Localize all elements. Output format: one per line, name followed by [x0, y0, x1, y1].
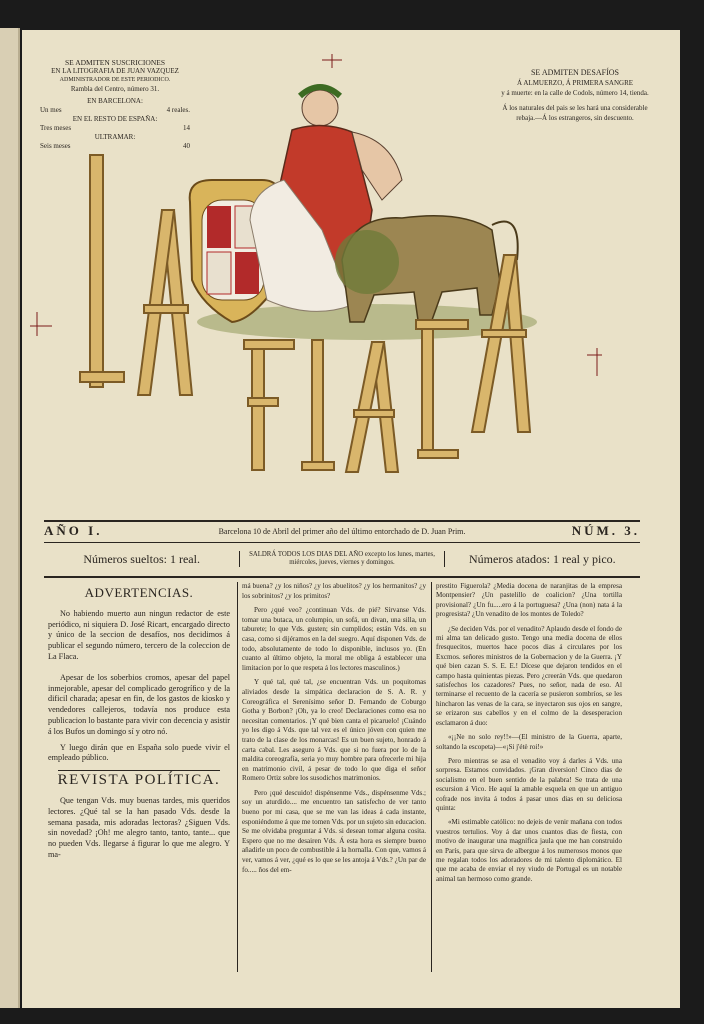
- single-price: Números sueltos: 1 real.: [83, 551, 200, 566]
- column-1: [48, 585, 230, 866]
- column-3: [436, 582, 622, 889]
- issue-number: NÚM. 3.: [571, 523, 640, 538]
- price-overseas-label: ULTRAMAR:: [94, 133, 136, 141]
- subscription-line2: EN LA LITOGRAFIA DE JUAN VAZQUEZ: [51, 67, 179, 75]
- col2-p3: Y qué tal, qué tal, ¿se encuentran Vds. un poquitomas aliviados desde la simpática declaracion de S. A. R. y Coreográfica el Serenísimo señor D. Fernando de Coburgo Gotha y Borbon? ¡Oh, ya lo creo! Declaraciones como esa no necesitan comentarios. ¡Y qué bien canta el picaruelo! ¡Cuándo yo les digo á Vds. que tal vez es el único jóven con quien me trato de la clase de los monarcas! Es un buen sujeto, honrado á carta cabal. Les aseguro á Vds. que si no fuera por lo de la maldita coreografía, seria yo muy hombre para ofrecerle mi hija en matrimonio civil, á pesar de todo lo que diga el señor Romero Ortiz sobre los susodichos matrimonios.: [242, 678, 426, 783]
- challenges-title: SE ADMITEN DESAFÍOS: [530, 68, 619, 77]
- price-three-value: 14: [183, 124, 190, 132]
- subscription-title: SE ADMITEN SUSCRICIONES: [64, 58, 165, 67]
- facing-page-edge: [0, 28, 20, 1008]
- col2-p2: Pero ¿qué veo? ¿continuan Vds. de pié? Sírvanse Vds. tomar una butaca, un columpio, un sofá, un divan, una silla, un taburete; lo que Vds. gusten; sin cumplidos; están Vds. en su casa, como si dijéramos en la del suegro. Aquí disponen Vds. de todo, absolutamente de todo lo disponible, inclusos yo. (En cuanto al último objeto, la moral me obliga á establecer una limitacion por lo que respeta á los lectores masculinos.): [242, 606, 426, 672]
- schedule-note: SALDRÁ TODOS LOS DIAS DEL AÑO excepto los lunes, martes, miércoles, jueves, viernes y domingos.: [239, 551, 444, 567]
- newspaper-page: [22, 30, 680, 1008]
- price-barcelona-label: EN BARCELONA:: [87, 97, 143, 105]
- col2-p4: Pero ¡qué descuido! dispénsenme Vds., dispénsenme Vds.; soy un aturdido.... me encuentro tan satisfecho de ver tanto bueno por mi casa, que se me van las ideas á cada instante, esponiéndome á que me tomen Vds. por un sujeto sin educacion. Se me olvidaba preguntar á Vds. si desean tomar alguna cosita. Espero que no me desairen Vds. Á esta hora es siempre bueno añadirle un poco de combustible á la hornalla. Con que, vamos á ver, vamos á ver, ¿qué es lo que se les antoja á Vds.? ¿Un par de fo..... ños del em-: [242, 788, 426, 874]
- advertencias-heading: ADVERTENCIAS.: [84, 585, 194, 600]
- subscription-line3: ADMINISTRADOR DE ESTE PERIODICO.: [59, 77, 171, 83]
- challenges-line2: Á ALMUERZO, Á PRIMERA SANGRE: [516, 79, 634, 87]
- col3-p2: ¿Se deciden Vds. por el venadito? Aplaudo desde el fondo de mi alma tan delicado gusto. Tengo una media docena de ellos fresquecitos, muertos hace pocos dias á circulares por los Excmos. señores ministros de la Gobernacion y de la Guerra. ¡Y qué bien cazan S. S. E. E.! Dícese que dejaron tendidos en el campo hasta quinientas piezas. Pero ¿creerán Vds. que quedaron satisfechos los cazadores? Pues, no señor, nada de eso. Al terminarse el recuento de la cacería se pusieron sombríos, se les hincharon las venas de la cara, se inyectaron sus ojos en sangre, se erizaron sus cabellos y en el colmo de la desesperacion esclamaron á duo:: [436, 624, 622, 727]
- price-month-label: Un mes: [40, 106, 62, 114]
- masthead-letters: [22, 30, 680, 530]
- col1-p3: Y luego dirán que en España solo puede vivir el empleado público.: [48, 742, 230, 763]
- price-bar: [44, 544, 640, 574]
- issue-date: Barcelona 10 de Abril del primer año del último entorchado de D. Juan Prim.: [218, 526, 466, 536]
- issue-year: AÑO I.: [44, 523, 103, 538]
- price-month-value: 4 reales.: [166, 106, 190, 114]
- column-2: [242, 582, 426, 880]
- subscription-address: Rambla del Centro, número 31.: [70, 85, 160, 93]
- col2-p1: má buena? ¿y los niños? ¿y los abuelitos? ¿y los hermanitos? ¿y los sobrinitos? ¿y los primitos?: [242, 582, 426, 600]
- col3-p5: «Mi estimable católico: no dejeis de venir mañana con todos vuestros tertulios. Voy á dar unos cuantos dias de fiesta, con motivo de inaugurar una magnífica jaula que me han construido en París, para que sirva de albergue á los numerosos monos que me regalan todos los adoradores de mi talento diplomático. El que me acaba de enviar el rey viudo de Portugal es un notable animal tan hermoso como grande.: [436, 818, 622, 883]
- col3-p4: Pero mientras se asa el venadito voy á darles á Vds. una sorpresa. Estamos convidados. ¡Gran diversion! Cinco dias de socialismo en el buen sentido de la palabra! Se trata de una escursion á Vico. He aquí la amable esquela en que un antiguo cofrade nos invita á todos á pasar unos dias en su deliciosa quinta:: [436, 756, 622, 812]
- price-six-label: Seis meses: [40, 142, 71, 150]
- bundle-price: Números atados: 1 real y pico.: [469, 551, 616, 566]
- col3-p3: «¡¡Ne no solo rey!!»—(El ministro de la Guerra, aparte, soltando la escopeta)—«¡Si j'étè roi!»: [436, 733, 622, 751]
- col3-p1: prestito Figuerola? ¿Media docena de naranjitas de la empresa Montpensier? ¿Un pastelillo de coalicion? ¿Una tortilla provisional? ¿Un fu.....ero á la portuguesa? ¿Una (non) nata á la progresista? ¿Un venadito de los montes de Toledo?: [436, 582, 622, 619]
- column-divider-2: [431, 582, 432, 972]
- col1-p2: Apesar de los soberbios cromos, apesar del papel inmejorable, apesar del complicado gerogríﬁco y de la dificil charada; apesar en fin, de los gastos de kiosko y vendedores callejeros, todavía nos produce esta publicacion lo bastante para vivir con decencia y asistir á los Bufos un domingo sí y otro nó.: [48, 672, 230, 736]
- col1-p4: Que tengan Vds. muy buenas tardes, mis queridos lectores. ¿Qué tal se la han pasado Vds. desde la semana pasada, mis adoradas lectoras? ¿Siguen Vds. sin novedad? ¡Oh! me alegro tanto, tanto, tante... que no pueden Vds. llegarse á figurar lo que me alegro. Y ma-: [48, 795, 230, 859]
- price-spain-label: EN EL RESTO DE ESPAÑA:: [72, 115, 158, 123]
- challenges-line4: Á los naturales del pais se les hará una considerable rebaja.—Á los estrangeros, sin descuento.: [502, 104, 648, 122]
- column-divider-1: [237, 582, 238, 972]
- info-rule-bottom: [44, 576, 640, 578]
- revista-heading: REVISTA POLÍTICA.: [57, 772, 221, 789]
- info-rule-mid: [44, 542, 640, 543]
- challenges-line3: y á muerte: en la calle de Codols, número 14, tienda.: [501, 89, 649, 97]
- price-six-value: 40: [183, 142, 190, 150]
- info-bar: [44, 522, 640, 540]
- price-three-label: Tres meses: [40, 124, 72, 132]
- col1-p1: No habiendo muerto aun ningun redactor de este periódico, ni siquiera D. José Ricart, encargado directo y único de la seccion de desafíos, nos decidimos á publicar el segundo número, tercero de la coleccion de La Flaca.: [48, 608, 230, 661]
- section-divider: [58, 770, 220, 771]
